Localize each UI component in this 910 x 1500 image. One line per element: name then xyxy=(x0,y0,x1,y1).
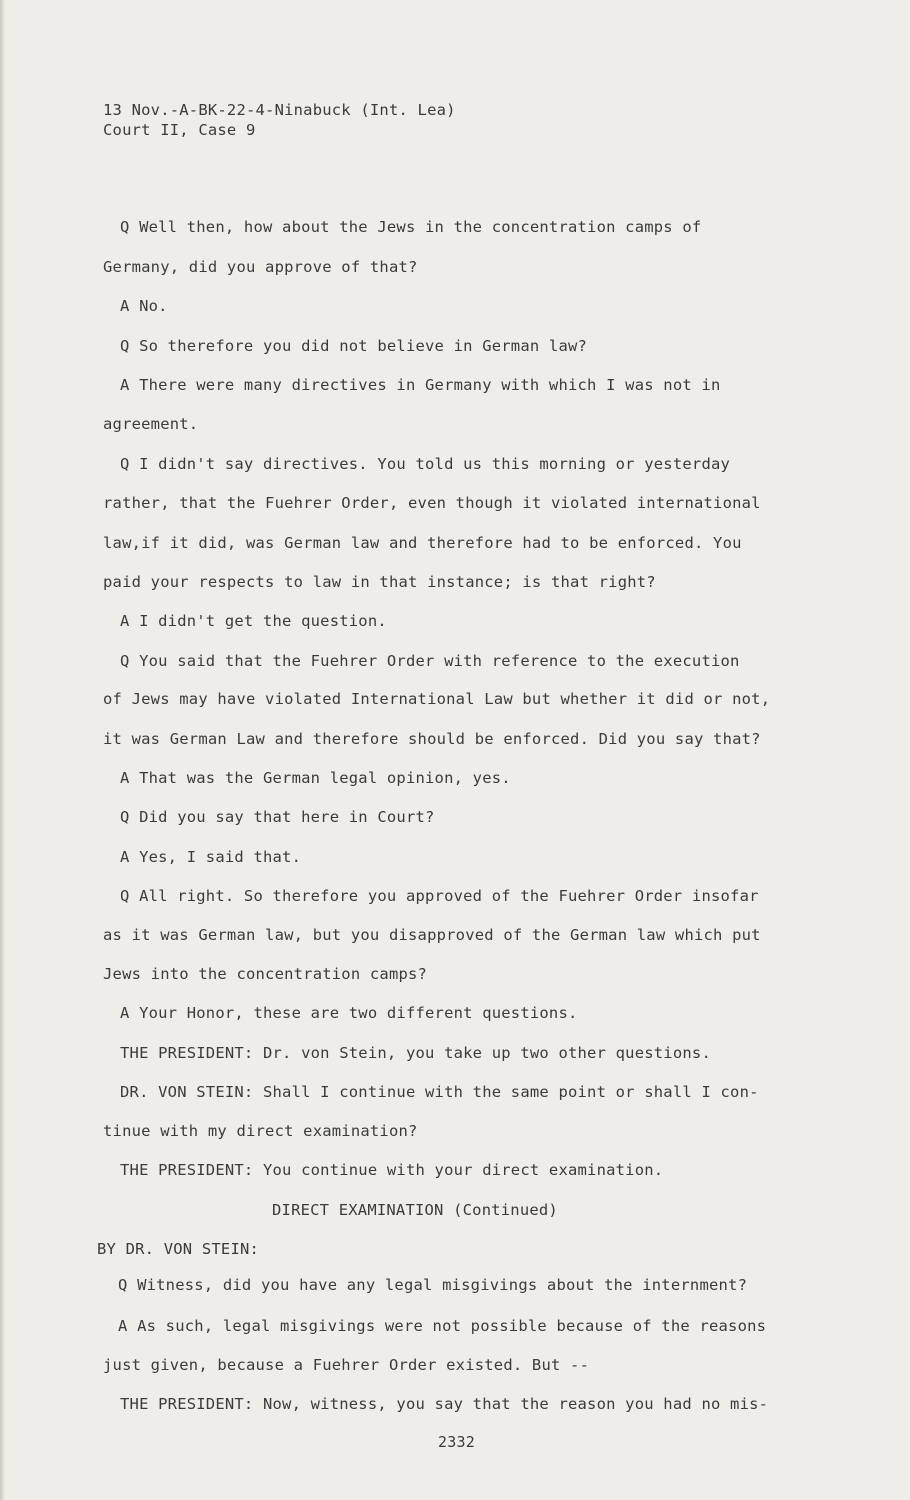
transcript-line: as it was German law, but you disapproved of the German law which put xyxy=(103,926,761,944)
transcript-line: just given, because a Fuehrer Order existed. But -- xyxy=(103,1356,590,1374)
transcript-line: Q All right. So therefore you approved of the Fuehrer Order insofar xyxy=(120,887,759,905)
transcript-line: paid your respects to law in that instance; is that right? xyxy=(103,573,656,591)
transcript-line: A I didn't get the question. xyxy=(120,612,387,630)
transcript-line: Jews into the concentration camps? xyxy=(103,965,428,983)
section-heading: DIRECT EXAMINATION (Continued) xyxy=(272,1201,558,1219)
transcript-line: THE PRESIDENT: You continue with your direct examination. xyxy=(120,1161,664,1179)
transcript-line: BY DR. VON STEIN: xyxy=(97,1240,260,1258)
transcript-line: DR. VON STEIN: Shall I continue with the same point or shall I con- xyxy=(120,1083,759,1101)
transcript-line: Q So therefore you did not believe in German law? xyxy=(120,337,588,355)
header-line-1: 13 Nov.-A-BK-22-4-Ninabuck (Int. Lea) xyxy=(103,101,456,119)
transcript-line: Q Witness, did you have any legal misgivings about the internment? xyxy=(118,1276,748,1294)
transcript-line: A That was the German legal opinion, yes. xyxy=(120,769,511,787)
transcript-line: it was German Law and therefore should be enforced. Did you say that? xyxy=(103,730,761,748)
transcript-line: Q Well then, how about the Jews in the concentration camps of xyxy=(120,218,702,236)
transcript-line: Germany, did you approve of that? xyxy=(103,258,418,276)
page-number: 2332 xyxy=(438,1433,475,1451)
transcript-line: THE PRESIDENT: Dr. von Stein, you take up two other questions. xyxy=(120,1044,711,1062)
transcript-line: THE PRESIDENT: Now, witness, you say that the reason you had no mis- xyxy=(120,1395,769,1413)
transcript-line: A There were many directives in Germany with which I was not in xyxy=(120,376,721,394)
transcript-line: tinue with my direct examination? xyxy=(103,1122,418,1140)
transcript-line: rather, that the Fuehrer Order, even though it violated international xyxy=(103,494,761,512)
transcript-line: A Your Honor, these are two different questions. xyxy=(120,1004,578,1022)
header-line-2: Court II, Case 9 xyxy=(103,121,256,139)
transcript-line: of Jews may have violated International Law but whether it did or not, xyxy=(103,690,771,708)
transcript-line: A No. xyxy=(120,297,168,315)
transcript-line: Q Did you say that here in Court? xyxy=(120,808,435,826)
transcript-line: agreement. xyxy=(103,415,199,433)
transcript-line: law,if it did, was German law and therefore had to be enforced. You xyxy=(103,534,742,552)
transcript-line: A Yes, I said that. xyxy=(120,848,302,866)
transcript-line: Q I didn't say directives. You told us this morning or yesterday xyxy=(120,455,731,473)
page-edge xyxy=(0,0,5,1500)
transcript-line: A As such, legal misgivings were not possible because of the reasons xyxy=(118,1317,767,1335)
transcript-line: Q You said that the Fuehrer Order with reference to the execution xyxy=(120,652,740,670)
